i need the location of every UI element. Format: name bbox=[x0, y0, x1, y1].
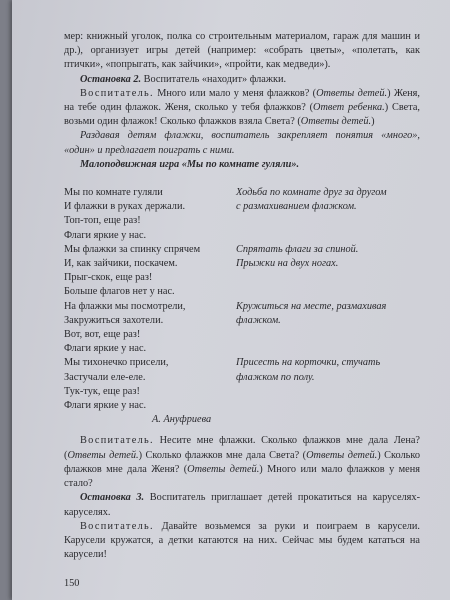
speaker-label: Воспитатель. bbox=[80, 435, 154, 447]
poem-line: Флаги яркие у нас. bbox=[64, 400, 147, 412]
game-title: Малоподвижная игра «Мы по комнате гуляли». bbox=[80, 158, 300, 170]
remark: Ответы детей. bbox=[300, 116, 372, 128]
paragraph-dialog-1: Воспитатель. Много или мало у меня флажков? (Ответы детей.) Женя, на тебе один флажок. Женя, сколько у тебя флажков? (Ответ ребенка.) Света, возьми один флажок! Сколько флажков взяла Света? (Ответы детей.) bbox=[64, 87, 420, 128]
paragraph-dialog-2: Воспитатель. Несите мне флажки. Сколько флажков мне дала Лена? (Ответы детей.) Сколько флажков мне дала Света? (Ответы детей.) Сколько флажков мне дала Женя? (Ответы детей.) Много или мало флажков у меня стало? bbox=[64, 435, 420, 490]
action-line: с размахиванием флажком. bbox=[236, 201, 357, 213]
poem-line: И, как зайчики, поскачем. bbox=[64, 258, 178, 270]
poem-author: А. Ануфриева bbox=[152, 414, 212, 426]
poem-line: На флажки мы посмотрели, bbox=[64, 300, 186, 312]
poem-line: Флаги яркие у нас. bbox=[64, 229, 147, 241]
book-page bbox=[12, 0, 450, 600]
speaker-label: Воспитатель. bbox=[80, 87, 154, 99]
poem-line: Мы тихонечко присели, bbox=[64, 357, 169, 369]
poem-line: Закружиться захотели. bbox=[64, 314, 164, 326]
poem-line: Топ-топ, еще раз! bbox=[64, 215, 141, 227]
action-line: Спрятать флаги за спиной. bbox=[236, 243, 359, 255]
action-line: Прыжки на двух ногах. bbox=[236, 258, 339, 270]
paragraph-instruction: Раздавая детям флажки, воспитатель закрепляет понятия «много», «один» и предлагает поиграть с ними. bbox=[64, 130, 420, 156]
remark: Ответы детей. bbox=[187, 463, 260, 475]
poem-line: Флаги яркие у нас. bbox=[64, 343, 147, 355]
poem-line: Мы флажки за спинку спрячем bbox=[64, 243, 201, 255]
paragraph-dialog-3: Воспитатель. Давайте возьмемся за руки и поиграем в карусели. Карусели кружатся, а детки катаются на них. Сейчас мы будем кататься на карусели! bbox=[64, 520, 420, 561]
remark: Ответы детей. bbox=[316, 87, 388, 99]
page-number: 150 bbox=[64, 578, 80, 589]
action-line: Ходьба по комнате друг за другом bbox=[236, 187, 387, 199]
action-line: Присесть на корточки, стучать bbox=[236, 357, 381, 369]
poem-line: Прыг-скок, еще раз! bbox=[64, 272, 153, 284]
remark: Ответы детей. bbox=[67, 449, 139, 461]
paragraph-intro: мер: книжный уголок, полка со строительным материалом, гараж для машин и др.), организует игры детей (например: «собрать цветы», «полетать, как птички», «попрыгать, как зайчики», «пройти, как медведи»). bbox=[64, 31, 420, 71]
action-line: флажком. bbox=[236, 314, 281, 326]
stop-2-text: Воспитатель «находит» флажки. bbox=[141, 73, 287, 85]
poem-line: Вот, вот, еще раз! bbox=[64, 329, 141, 341]
stop-2-title: Остановка 2. bbox=[80, 73, 142, 85]
remark: Ответ ребенка. bbox=[313, 102, 385, 114]
paragraph-stop-3 bbox=[64, 491, 420, 519]
poem-line: И флажки в руках держали. bbox=[64, 201, 186, 213]
poem-actions bbox=[236, 186, 420, 427]
poem-text bbox=[64, 186, 236, 427]
poem-line: Мы по комнате гуляли bbox=[64, 187, 163, 199]
poem-line: Застучали еле-еле. bbox=[64, 371, 146, 383]
action-line: Кружиться на месте, размахивая bbox=[236, 300, 387, 312]
remark: Ответы детей. bbox=[306, 449, 378, 461]
speaker-label: Воспитатель. bbox=[80, 520, 154, 532]
paragraph-stop-2 bbox=[64, 73, 420, 87]
poem-line: Больше флагов нет у нас. bbox=[64, 286, 175, 298]
poem-block bbox=[64, 186, 420, 427]
poem-line: Тук-тук, еще раз! bbox=[64, 385, 140, 397]
page-content bbox=[64, 30, 420, 562]
stop-3-text: Воспитатель приглашает детей прокатиться на каруселях-каруселях. bbox=[64, 492, 420, 518]
stop-3-title: Остановка 3. bbox=[80, 492, 145, 504]
action-line: флажком по полу. bbox=[236, 371, 315, 383]
